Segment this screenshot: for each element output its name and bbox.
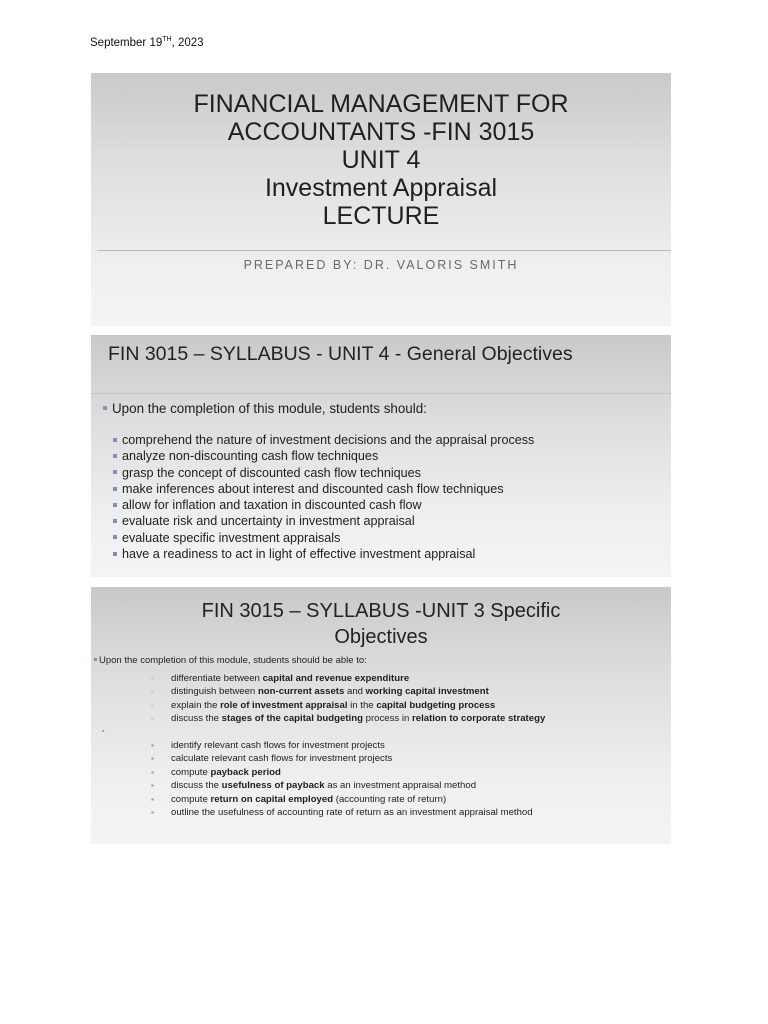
slide-title [91, 598, 671, 650]
list-item: make inferences about interest and discounted cash flow techniques [113, 481, 534, 497]
list-item: ◦ differentiate between capital and revenue expenditure [151, 673, 410, 684]
title-slide [91, 73, 671, 326]
square-bullet-icon [113, 487, 117, 491]
title-line: FIN 3015 – SYLLABUS -UNIT 3 Specific [201, 600, 561, 622]
list-item: evaluate specific investment appraisals [113, 530, 534, 546]
square-bullet-icon [94, 658, 97, 661]
specific-objectives-slide [91, 587, 671, 844]
list-item: ▪ outline the usefulness of accounting rate of return as an investment appraisal method [151, 807, 533, 819]
list-item: evaluate risk and uncertainty in investment appraisal [113, 513, 534, 529]
list-item: comprehend the nature of investment decisions and the appraisal process [113, 432, 534, 448]
bullet-icon: ▪ [151, 794, 154, 804]
bullet-icon: ◦ [151, 700, 154, 710]
objectives-list [113, 432, 534, 562]
divider [97, 250, 671, 251]
square-bullet-icon [113, 454, 117, 458]
list-item: ▪ discuss the usefulness of payback as an investment appraisal method [151, 780, 477, 792]
square-bullet-icon: ▪ [102, 728, 105, 735]
square-bullet-icon [113, 503, 117, 507]
bullet-icon: ◦ [151, 687, 154, 697]
title-line: Investment Appraisal [264, 174, 498, 202]
slide-title [91, 90, 671, 230]
title-line: UNIT 4 [341, 146, 421, 174]
list-item: ◦ explain the role of investment appraisal in the capital budgeting process [151, 699, 496, 711]
bullet-icon: ▪ [151, 754, 154, 764]
prepared-by: PREPARED BY: DR. VALORIS SMITH [243, 258, 519, 272]
square-bullet-icon [113, 470, 117, 474]
bullet-icon: ▪ [151, 808, 154, 818]
divider [91, 393, 671, 394]
general-objectives-slide [91, 335, 671, 577]
title-line: ACCOUNTANTS -FIN 3015 [227, 118, 535, 146]
bullet-icon: ▪ [151, 781, 154, 791]
title-line: LECTURE [322, 202, 440, 230]
objectives-list-b [151, 739, 651, 819]
square-bullet-icon [113, 438, 117, 442]
square-bullet-icon [113, 519, 117, 523]
square-bullet-icon [103, 406, 107, 410]
slide-intro: Upon the completion of this module, students should: [103, 401, 427, 416]
title-line: FINANCIAL MANAGEMENT FOR [193, 90, 569, 118]
list-item: have a readiness to act in light of effective investment appraisal [113, 546, 534, 562]
list-item: ▪ identify relevant cash flows for investment projects [151, 740, 385, 751]
bullet-icon: ▪ [151, 767, 154, 777]
bullet-icon: ◦ [151, 674, 154, 683]
list-item: ▪ compute payback period [151, 766, 281, 778]
slide-title: FIN 3015 – SYLLABUS - UNIT 4 - General Objectives [108, 343, 573, 365]
list-item: analyze non-discounting cash flow techniques [113, 448, 534, 464]
list-item: ▪ compute return on capital employed (accounting rate of return) [151, 793, 447, 805]
list-item: allow for inflation and taxation in discounted cash flow [113, 497, 534, 513]
list-item: ◦ discuss the stages of the capital budgeting process in relation to corporate strategy [151, 713, 546, 725]
list-item: ◦ distinguish between non-current assets and working capital investment [151, 686, 489, 698]
slide-intro: Upon the completion of this module, students should be able to: [94, 655, 367, 666]
objectives-list-a [151, 672, 651, 726]
title-line: Objectives [334, 626, 428, 648]
list-item: ▪ calculate relevant cash flows for investment projects [151, 753, 393, 765]
square-bullet-icon [113, 552, 117, 556]
list-item: grasp the concept of discounted cash flow techniques [113, 465, 534, 481]
bullet-icon: ▪ [151, 741, 154, 750]
document-date: September 19TH, 2023 [90, 36, 204, 49]
bullet-icon: ◦ [151, 714, 154, 724]
square-bullet-icon [113, 535, 117, 539]
